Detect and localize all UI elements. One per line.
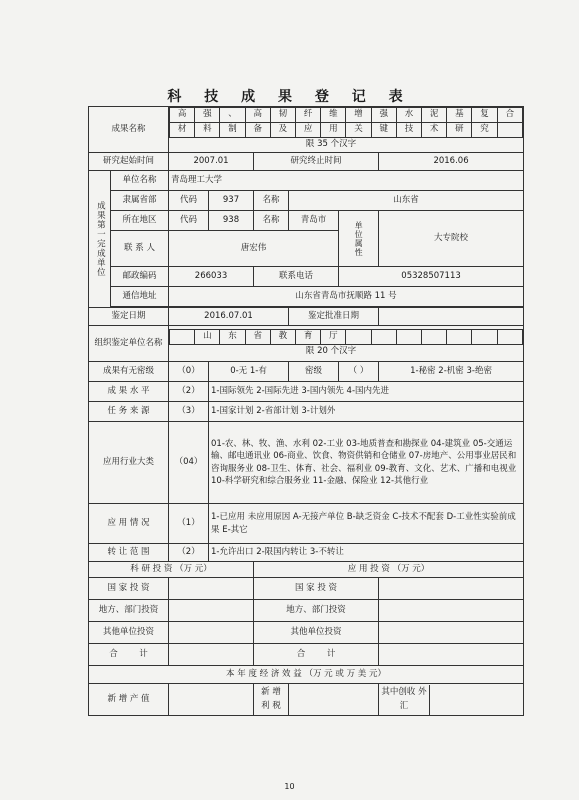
achievement-line2-char[interactable]: 材 bbox=[170, 123, 195, 138]
dept-name[interactable]: 山东省 bbox=[289, 191, 524, 211]
industry-value[interactable]: （04） bbox=[169, 422, 209, 504]
end-date[interactable]: 2016.06 bbox=[379, 153, 524, 171]
org-label: 组织鉴定单位名称 bbox=[89, 326, 169, 362]
achievement-row bbox=[89, 107, 524, 153]
source-value[interactable]: （3） bbox=[169, 402, 209, 422]
apply-total-label: 合 计 bbox=[254, 644, 379, 666]
apply-total-value[interactable] bbox=[379, 644, 524, 666]
source-options: 1-国家计划 2-省部计划 3-计划外 bbox=[209, 402, 524, 422]
approve-date[interactable] bbox=[379, 308, 524, 326]
application-options: 1-已应用 未应用原因 A-无接产单位 B-缺乏资金 C-技术不配套 D-工业性实验前成果 E-其它 bbox=[209, 504, 524, 544]
research-other-value[interactable] bbox=[169, 622, 254, 644]
new-output-value[interactable] bbox=[169, 684, 254, 716]
achievement-line1-char[interactable]: 强 bbox=[195, 108, 220, 123]
invest-row-other bbox=[89, 622, 524, 644]
start-label: 研究起始时间 bbox=[89, 153, 169, 171]
invest-row-total bbox=[89, 644, 524, 666]
ach-level-label: 成 果 水 平 bbox=[89, 382, 169, 402]
registration-table bbox=[88, 106, 524, 716]
transfer-label: 转 让 范 围 bbox=[89, 544, 169, 562]
appraisal-date-label: 鉴定日期 bbox=[89, 308, 169, 326]
org-char[interactable] bbox=[497, 329, 522, 344]
transfer-options: 1-允许出口 2-限国内转让 3-不转让 bbox=[209, 544, 524, 562]
research-national-value[interactable] bbox=[169, 578, 254, 600]
achievement-line2-char[interactable]: 研 bbox=[447, 123, 472, 138]
new-tax-value[interactable] bbox=[289, 684, 379, 716]
industry-label: 应用行业大类 bbox=[89, 422, 169, 504]
org-row bbox=[89, 326, 524, 362]
apply-other-label: 其他单位投资 bbox=[254, 622, 379, 644]
region-code[interactable]: 938 bbox=[209, 211, 254, 231]
appraisal-row bbox=[89, 308, 524, 326]
page-number: 10 bbox=[284, 782, 295, 791]
achievement-line1-char[interactable]: 高 bbox=[170, 108, 195, 123]
research-other-label: 其他单位投资 bbox=[89, 622, 169, 644]
achievement-level-row bbox=[89, 382, 524, 402]
phone[interactable]: 05328507113 bbox=[339, 267, 524, 287]
achievement-line2-char[interactable] bbox=[497, 123, 522, 138]
achievement-line2-char[interactable]: 键 bbox=[371, 123, 396, 138]
region-name-label: 名称 bbox=[254, 211, 289, 231]
org-char[interactable] bbox=[422, 329, 447, 344]
achievement-line1-char[interactable]: 泥 bbox=[422, 108, 447, 123]
apply-national-value[interactable] bbox=[379, 578, 524, 600]
achievement-grid bbox=[169, 107, 523, 152]
appraisal-date[interactable]: 2016.07.01 bbox=[169, 308, 289, 326]
org-limit: 限 20 个汉字 bbox=[170, 344, 523, 359]
invest-row-local bbox=[89, 600, 524, 622]
unit-name[interactable]: 青岛理工大学 bbox=[169, 171, 524, 191]
dept-row bbox=[89, 191, 524, 211]
achievement-label: 成果名称 bbox=[89, 107, 169, 153]
achievement-line1-char[interactable]: 、 bbox=[220, 108, 245, 123]
org-char[interactable]: 育 bbox=[296, 329, 321, 344]
achievement-line2-char[interactable]: 备 bbox=[245, 123, 270, 138]
org-char[interactable] bbox=[346, 329, 371, 344]
invest-row-national bbox=[89, 578, 524, 600]
zip-code[interactable]: 266033 bbox=[169, 267, 254, 287]
new-output-label: 新 增 产 值 bbox=[89, 684, 169, 716]
achievement-line2-char[interactable]: 术 bbox=[422, 123, 447, 138]
ach-level-options: 1-国际领先 2-国际先进 3-国内领先 4-国内先进 bbox=[209, 382, 524, 402]
achievement-line1-char[interactable]: 基 bbox=[447, 108, 472, 123]
secret-row bbox=[89, 362, 524, 382]
secret-options: 0-无 1-有 bbox=[209, 362, 289, 382]
achievement-line1-char[interactable]: 韧 bbox=[270, 108, 295, 123]
dept-code[interactable]: 937 bbox=[209, 191, 254, 211]
achievement-line1-char[interactable]: 强 bbox=[371, 108, 396, 123]
unit-attr-label: 单位属性 bbox=[339, 211, 379, 267]
forex-value[interactable] bbox=[430, 685, 523, 715]
addr-row bbox=[89, 287, 524, 307]
achievement-line2-char[interactable]: 料 bbox=[195, 123, 220, 138]
ach-level-value[interactable]: （2） bbox=[169, 382, 209, 402]
secret-label: 成果有无密级 bbox=[89, 362, 169, 382]
research-national-label: 国 家 投 资 bbox=[89, 578, 169, 600]
achievement-line1-char[interactable]: 复 bbox=[472, 108, 497, 123]
achievement-line1-char[interactable]: 纤 bbox=[296, 108, 321, 123]
industry-row bbox=[89, 422, 524, 504]
form-title: 科 技 成 果 登 记 表 bbox=[167, 89, 412, 105]
contact-label: 联 系 人 bbox=[111, 231, 169, 267]
source-row bbox=[89, 402, 524, 422]
addr-label: 通信地址 bbox=[111, 287, 169, 307]
start-date[interactable]: 2007.01 bbox=[169, 153, 254, 171]
transfer-row bbox=[89, 544, 524, 562]
achievement-line1-char[interactable]: 增 bbox=[346, 108, 371, 123]
contact-name[interactable]: 唐宏伟 bbox=[169, 231, 339, 267]
application-label: 应 用 情 况 bbox=[89, 504, 169, 544]
achievement-line2-char[interactable]: 究 bbox=[472, 123, 497, 138]
end-label: 研究终止时间 bbox=[254, 153, 379, 171]
apply-invest-title: 应 用 投 资 （万 元） bbox=[254, 562, 524, 578]
unit-side-label: 成果第一完成单位 bbox=[89, 171, 111, 308]
address[interactable]: 山东省青岛市抚顺路 11 号 bbox=[169, 287, 524, 307]
achievement-line1-char[interactable]: 水 bbox=[396, 108, 421, 123]
research-total-label: 合 计 bbox=[89, 644, 169, 666]
apply-local-label: 地方、部门投资 bbox=[254, 600, 379, 622]
org-char[interactable]: 厅 bbox=[321, 329, 346, 344]
forex-label: 其中创收 外 汇 bbox=[379, 685, 430, 715]
apply-national-label: 国 家 投 资 bbox=[254, 578, 379, 600]
region-row bbox=[89, 211, 524, 231]
org-grid bbox=[169, 329, 523, 359]
unit-name-row bbox=[89, 171, 524, 191]
org-char[interactable]: 省 bbox=[245, 329, 270, 344]
zip-row bbox=[89, 267, 524, 287]
dates-row bbox=[89, 153, 524, 171]
approve-label: 鉴定批准日期 bbox=[289, 308, 379, 326]
research-local-label: 地方、部门投资 bbox=[89, 600, 169, 622]
org-char[interactable] bbox=[472, 329, 497, 344]
unit-name-label: 单位名称 bbox=[111, 171, 169, 191]
dept-name-label: 名称 bbox=[254, 191, 289, 211]
achievement-line2-char[interactable]: 应 bbox=[296, 123, 321, 138]
region-code-label: 代码 bbox=[169, 211, 209, 231]
apply-other-value[interactable] bbox=[379, 622, 524, 644]
research-total-value[interactable] bbox=[169, 644, 254, 666]
application-value[interactable]: （1） bbox=[169, 504, 209, 544]
application-row bbox=[89, 504, 524, 544]
region-label: 所在地区 bbox=[111, 211, 169, 231]
achievement-line2-char[interactable]: 制 bbox=[220, 123, 245, 138]
transfer-value[interactable]: （2） bbox=[169, 544, 209, 562]
level-options: 1-秘密 2-机密 3-绝密 bbox=[379, 362, 524, 382]
industry-options: 01-农、林、牧、渔、水利 02-工业 03-地质普查和勘探业 04-建筑业 05-交通运输、邮电通讯业 06-商业、饮食、物资供销和仓储业 07-房地产、公用事业居民和咨询服务业 08-卫生、体育、社会、福利业 09-教育、文化、艺术、广播和电视业 10-科学研究和综合服务业 11-金融、保险业 12-其他行业 bbox=[209, 422, 524, 504]
invest-header-row bbox=[89, 562, 524, 578]
org-char[interactable] bbox=[447, 329, 472, 344]
secret-value[interactable]: （0） bbox=[169, 362, 209, 382]
research-local-value[interactable] bbox=[169, 600, 254, 622]
dept-label: 隶属省部 bbox=[111, 191, 169, 211]
new-tax-label: 新 增 利 税 bbox=[254, 684, 289, 716]
achievement-limit: 限 35 个汉字 bbox=[170, 138, 523, 153]
org-char[interactable] bbox=[371, 329, 396, 344]
zip-label: 邮政编码 bbox=[111, 267, 169, 287]
level-label: 密级 bbox=[289, 362, 339, 382]
phone-label: 联系电话 bbox=[254, 267, 339, 287]
achievement-line2-char[interactable]: 及 bbox=[270, 123, 295, 138]
benefit-title: 本 年 度 经 济 效 益 （万 元 或 万 美 元） bbox=[89, 666, 524, 684]
org-char[interactable] bbox=[170, 329, 195, 344]
level-value[interactable]: （ ） bbox=[339, 362, 379, 382]
achievement-line1-char[interactable]: 维 bbox=[321, 108, 346, 123]
achievement-line1-char[interactable]: 合 bbox=[497, 108, 522, 123]
achievement-line1-char[interactable]: 高 bbox=[245, 108, 270, 123]
achievement-line2-char[interactable]: 技 bbox=[396, 123, 421, 138]
org-char[interactable] bbox=[396, 329, 421, 344]
source-label: 任 务 来 源 bbox=[89, 402, 169, 422]
achievement-line2-char[interactable]: 用 bbox=[321, 123, 346, 138]
research-invest-title: 科 研 投 资 （万 元） bbox=[89, 562, 254, 578]
region-name[interactable]: 青岛市 bbox=[289, 211, 339, 231]
benefit-header-row bbox=[89, 666, 524, 684]
org-char[interactable]: 东 bbox=[220, 329, 245, 344]
apply-local-value[interactable] bbox=[379, 600, 524, 622]
org-char[interactable]: 山 bbox=[195, 329, 220, 344]
unit-attr[interactable]: 大专院校 bbox=[379, 211, 524, 267]
benefit-row bbox=[89, 684, 524, 716]
org-char[interactable]: 教 bbox=[270, 329, 295, 344]
dept-code-label: 代码 bbox=[169, 191, 209, 211]
achievement-line2-char[interactable]: 关 bbox=[346, 123, 371, 138]
